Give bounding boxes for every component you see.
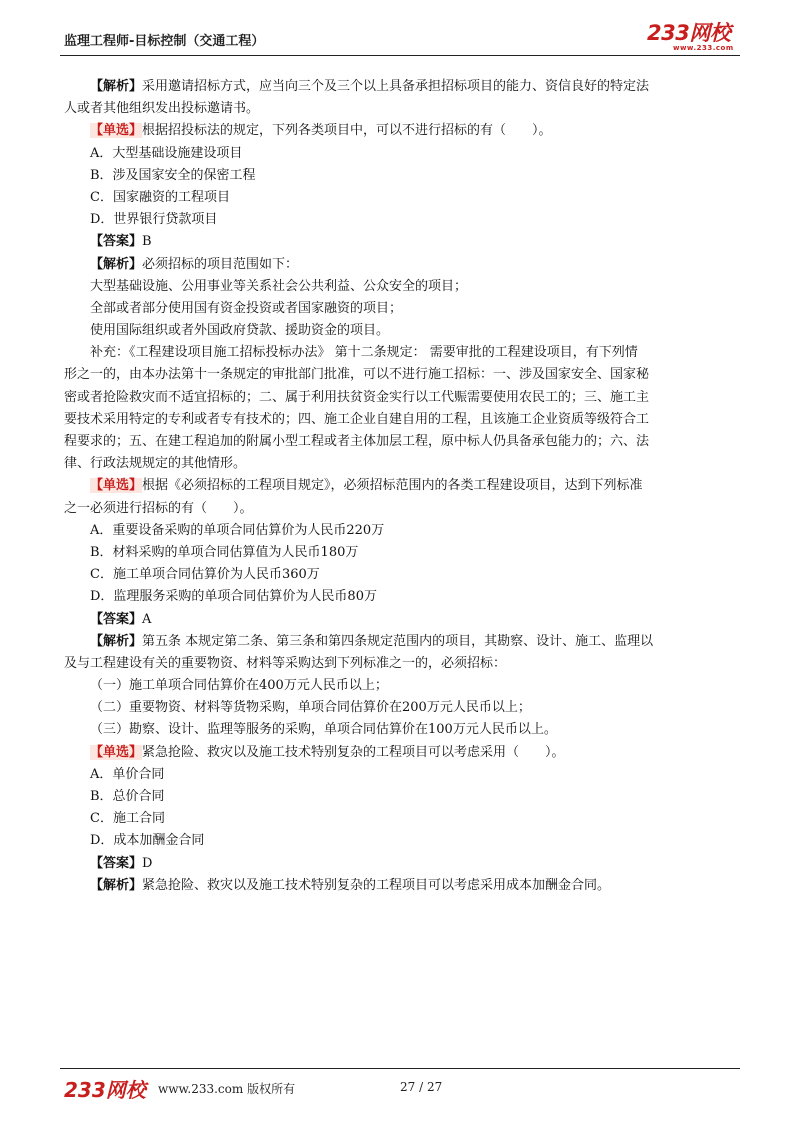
text-line: 补充：《工程建设项目施工招标投标办法》 第十二条规定： 需要审批的工程建设项目，有下列情 bbox=[90, 345, 638, 361]
text-line: 【解析】采用邀请招标方式，应当向三个及三个以上具备承担招标项目的能力、资信良好的特定法 bbox=[90, 79, 650, 94]
answer-tag: 【答案】 bbox=[90, 611, 143, 627]
header-title: 监理工程师-目标控制（交通工程） bbox=[64, 34, 265, 49]
text-line: （二）重要物资、材料等货物采购，单项合同估算价在200万元人民币以上； bbox=[90, 700, 531, 716]
text-line: 形之一的，由本办法第十一条规定的审批部门批准，可以不进行施工招标：一、涉及国家安全、国家秘 bbox=[64, 367, 650, 383]
text-line: 人或者其他组织发出投标邀请书。 bbox=[64, 101, 260, 117]
text-line: （三）勘察、设计、监理等服务的采购，单项合同估算价在100万元人民币以上。 bbox=[90, 722, 557, 738]
text-line: 【解析】必须招标的项目范围如下： bbox=[90, 256, 299, 272]
single-choice-tag: 【单选】 bbox=[90, 744, 143, 760]
answer-line: 【答案】B bbox=[90, 234, 152, 250]
analysis-tag: 【解析】 bbox=[90, 256, 143, 272]
option-line: D．监理服务采购的单项合同估算价为人民币80万 bbox=[90, 589, 377, 605]
text-line: 大型基础设施、公用事业等关系社会公共利益、公众安全的项目； bbox=[90, 278, 468, 294]
text-line: 全部或者部分使用国有资金投资或者国家融资的项目； bbox=[90, 300, 403, 316]
answer-tag: 【答案】 bbox=[90, 234, 143, 250]
option-line: B．总价合同 bbox=[90, 789, 165, 804]
footer-divider bbox=[60, 1068, 740, 1069]
option-line: C．施工合同 bbox=[90, 811, 165, 827]
copyright-text: www.233.com 版权所有 bbox=[158, 1082, 296, 1096]
text-line: 【解析】紧急抢险、救灾以及施工技术特别复杂的工程项目可以考虑采用成本加酬金合同。 bbox=[90, 877, 611, 893]
answer-line: 【答案】A bbox=[90, 611, 152, 627]
page-number: 27 / 27 bbox=[400, 1080, 443, 1094]
document-body bbox=[64, 76, 740, 897]
text-line: （一）施工单项合同估算价在400万元人民币以上； bbox=[90, 678, 388, 694]
question-line: 【单选】根据招投标法的规定，下列各类项目中，可以不进行招标的有（ ）。 bbox=[90, 123, 552, 139]
brand-logo bbox=[647, 22, 739, 52]
option-line: A．单价合同 bbox=[90, 766, 165, 782]
text-line: 【解析】第五条 本规定第二条、第三条和第四条规定范围内的项目，其勘察、设计、施工、监理以 bbox=[90, 633, 654, 649]
option-line: A．重要设备采购的单项合同估算价为人民币220万 bbox=[90, 522, 385, 538]
answer-line: 【答案】D bbox=[90, 855, 153, 871]
text-line: 律、行政法规规定的其他情形。 bbox=[64, 456, 247, 472]
text-line: 之一必须进行招标的有（ ）。 bbox=[64, 500, 253, 516]
option-line: B．材料采购的单项合同估算值为人民币180万 bbox=[90, 544, 359, 560]
option-line: D．成本加酬金合同 bbox=[90, 833, 205, 849]
option-line: B．涉及国家安全的保密工程 bbox=[90, 167, 256, 183]
single-choice-tag: 【单选】 bbox=[90, 123, 143, 139]
question-line: 【单选】根据《必须招标的工程项目规定》，必须招标范围内的各类工程建设项目，达到下列标准 bbox=[90, 478, 643, 494]
text-line: 密或者抢险救灾而不适宜招标的；二、属于利用扶贫资金实行以工代赈需要使用农民工的；三、施工主 bbox=[64, 389, 650, 405]
logo-text: 233网校 bbox=[647, 21, 731, 45]
single-choice-tag: 【单选】 bbox=[90, 478, 143, 494]
analysis-tag: 【解析】 bbox=[90, 633, 143, 649]
option-line: A．大型基础设施建设项目 bbox=[90, 145, 243, 161]
answer-tag: 【答案】 bbox=[90, 855, 143, 871]
question-line: 【单选】紧急抢险、救灾以及施工技术特别复杂的工程项目可以考虑采用（ ）。 bbox=[90, 744, 565, 760]
option-line: C．国家融资的工程项目 bbox=[90, 189, 230, 205]
text-line: 及与工程建设有关的重要物资、材料等采购达到下列标准之一的，必须招标： bbox=[64, 655, 507, 671]
footer-logo: 233网校 bbox=[64, 1078, 146, 1102]
text-line: 要技术采用特定的专利或者专有技术的；四、施工企业自建自用的工程，且该施工企业资质等级符合工 bbox=[64, 411, 650, 427]
option-line: D．世界银行贷款项目 bbox=[90, 212, 218, 228]
text-line: 程要求的；五、在建工程追加的附属小型工程或者主体加层工程，原中标人仍具备承包能力的；六、法 bbox=[64, 434, 650, 449]
analysis-tag: 【解析】 bbox=[90, 79, 143, 94]
header-divider bbox=[60, 55, 740, 56]
option-line: C．施工单项合同估算价为人民币360万 bbox=[90, 567, 320, 583]
logo-url: www.233.com bbox=[673, 44, 734, 52]
text-line: 使用国际组织或者外国政府贷款、援助资金的项目。 bbox=[90, 323, 390, 339]
analysis-tag: 【解析】 bbox=[90, 877, 143, 893]
